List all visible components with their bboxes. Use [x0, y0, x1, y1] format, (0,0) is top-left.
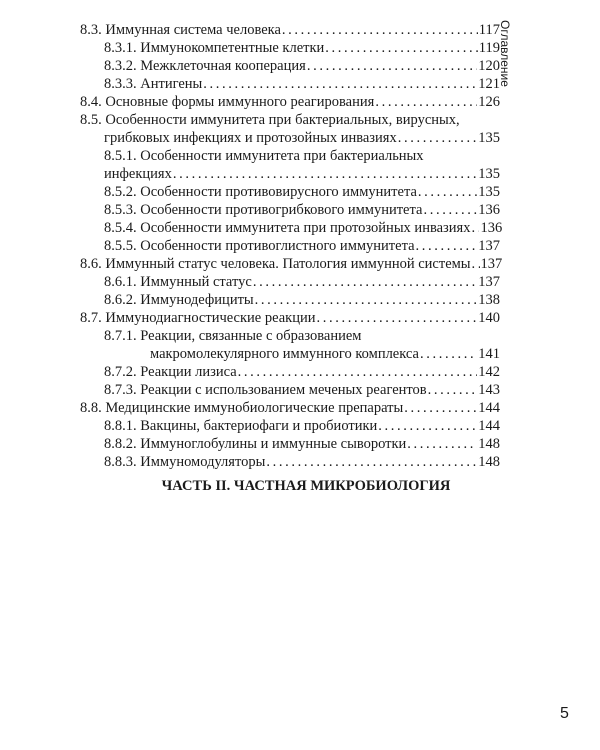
toc-entry: 8.6.2. Иммунодефициты . . . 138 — [104, 290, 500, 310]
toc-entry: 8.5. Особенности иммунитета при бактериальных, вирусных, — [80, 112, 460, 128]
page-number: 5 — [560, 705, 569, 722]
toc-entry: 8.5.2. Особенности противовирусного иммунитета . . . 135 — [104, 182, 500, 202]
toc-entry: 8.8.1. Вакцины, бактериофаги и пробиотики . . . 144 — [104, 416, 500, 436]
toc-entry: 8.6.1. Иммунный статус . . . 137 — [104, 272, 500, 292]
toc-entry: 8.3.3. Антигены . . . 121 — [104, 74, 500, 94]
toc-entry: 8.6. Иммунный статус человека. Патология иммунной системы . . . 137 — [80, 254, 500, 274]
toc-entry: 8.3. Иммунная система человека . . . 117 — [80, 20, 500, 40]
toc-entry: 8.7.1. Реакции, связанные с образованием — [104, 328, 362, 344]
toc-entry: 8.7. Иммунодиагностические реакции . . . 140 — [80, 308, 500, 328]
side-running-title: Оглавление — [498, 20, 512, 87]
toc-entry: 8.8.3. Иммуномодуляторы . . . 148 — [104, 452, 500, 472]
toc-entry: 8.3.2. Межклеточная кооперация . . . 120 — [104, 56, 500, 76]
toc-entry: 8.8. Медицинские иммунобиологические препараты . . . 144 — [80, 398, 500, 418]
toc-entry: 8.8.2. Иммуноглобулины и иммунные сыворотки . . . 148 — [104, 434, 500, 454]
toc-entry: макромолекулярного иммунного комплекса . . . 141 — [150, 344, 500, 364]
toc-entry: 8.5.4. Особенности иммунитета при протозойных инвазиях . . . 136 — [104, 218, 500, 238]
toc-entry: 8.5.3. Особенности противогрибкового иммунитета . . . 136 — [104, 200, 500, 220]
toc-entry: инфекциях . . . 135 — [104, 164, 500, 184]
toc-entry: 8.3.1. Иммунокомпетентные клетки . . . 119 — [104, 38, 500, 58]
toc-entry: 8.7.3. Реакции с использованием меченых реагентов . . . 143 — [104, 380, 500, 400]
toc-entry: грибковых инфекциях и протозойных инвазиях . . . 135 — [104, 128, 500, 148]
toc-entry: 8.5.5. Особенности противоглистного иммунитета . . . 137 — [104, 236, 500, 256]
part-heading: ЧАСТЬ II. ЧАСТНАЯ МИКРОБИОЛОГИЯ — [161, 478, 451, 494]
toc-entry: 8.4. Основные формы иммунного реагирования . . . 126 — [80, 92, 500, 112]
toc-entry: 8.5.1. Особенности иммунитета при бактериальных — [104, 148, 424, 164]
toc-entry: 8.7.2. Реакции лизиса . . . 142 — [104, 362, 500, 382]
